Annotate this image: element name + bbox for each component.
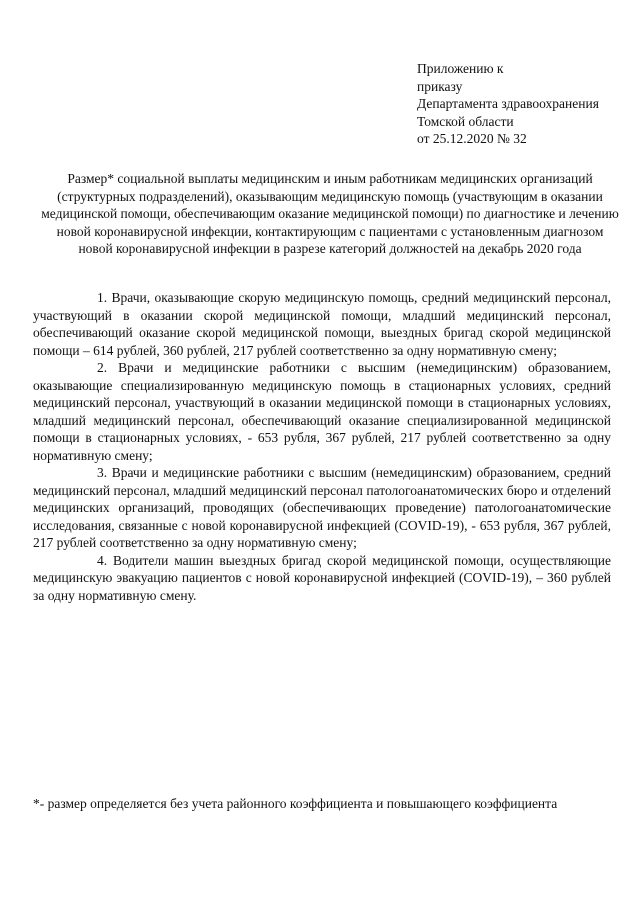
- list-item: [33, 359, 611, 464]
- list-item: [33, 464, 611, 552]
- footnote: *- размер определяется без учета районного коэффициента и повышающего коэффициента: [33, 796, 558, 811]
- order-reference-line: Томской области: [417, 113, 514, 129]
- item-text: Водители машин выездных бригад скорой медицинской помощи, осуществляющие медицинскую эвакуацию пациентов с новой коронавирусной инфекцией (COVID-19), – 360 рублей за одну нормативную смену.: [33, 552, 612, 603]
- document-title: Размер* социальной выплаты медицинским и иным работникам медицинских организаций (структурных подразделений), оказывающим медицинскую помощь (участвующим в оказании медицинской помощи, обеспечивающим оказание медицинской помощи) по диагностике и лечению новой коронавирусной инфекции, контактирующим с пациентами с установленным диагнозом новой коронавирусной инфекции в разрезе категорий должностей на декабрь 2020 года: [41, 171, 619, 256]
- list-item: [33, 289, 611, 359]
- item-text: Врачи и медицинские работники с высшим (немедицинским) образованием, оказывающие специализированную медицинскую помощь в стационарных условиях, средний медицинский персонал, участвующий в оказании медицинской помощи в стационарных условиях, младший медицинский персонал, обеспечивающий оказание специализированной медицинской помощи в стационарных условиях, - 653 рубля, 367 рублей, 217 рублей соответственно за одну нормативную смену;: [33, 360, 611, 463]
- item-number: 2.: [97, 360, 108, 375]
- order-reference-line: Департамента здравоохранения: [417, 96, 599, 111]
- item-number: 3.: [97, 465, 108, 480]
- payment-items-list: [33, 289, 611, 604]
- item-number: 1.: [97, 290, 108, 305]
- order-reference-line: приказу: [417, 78, 463, 94]
- list-item: [33, 552, 611, 605]
- item-text: Врачи, оказывающие скорую медицинскую помощь, средний медицинский персонал, участвующий в оказании скорой медицинской помощи, младший медицинский персонал, обеспечивающий оказание скорой медицинской помощи, выездных бригад скорой медицинской помощи – 614 рублей, 360 рублей, 217 рублей соответственно за одну нормативную смену;: [33, 290, 611, 358]
- order-reference-line: от 25.12.2020 № 32: [417, 131, 527, 146]
- order-reference-line: Приложению к: [417, 61, 504, 76]
- order-reference-block: [417, 60, 627, 148]
- item-number: 4.: [97, 552, 108, 568]
- item-text: Врачи и медицинские работники с высшим (немедицинским) образованием, средний медицинский персонал, младший медицинский персонал патологоанатомических бюро и отделений медицинских организаций, проводящих (обеспечивающих проведение) патологоанатомические исследования, связанные с новой коронавирусной инфекцией (COVID-19), - 653 рубля, 367 рублей, 217 рублей соответственно за одну нормативную смену;: [33, 465, 612, 550]
